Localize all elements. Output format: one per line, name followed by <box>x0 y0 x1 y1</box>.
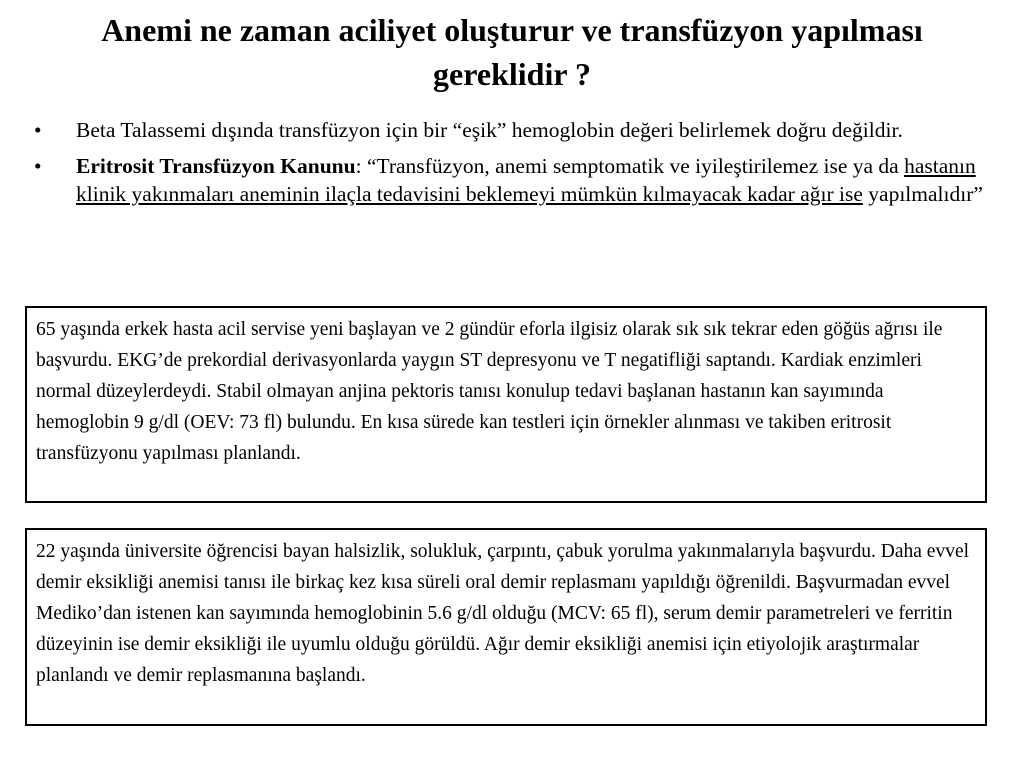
slide-title: Anemi ne zaman aciliyet oluşturur ve transfüzyon yapılması gereklidir ? <box>101 12 923 92</box>
bullet-item-transfusion-law <box>30 152 1005 208</box>
bullet-text-pre: : “Transfüzyon, anemi semptomatik ve iyileştirilemez ise ya da <box>355 154 905 178</box>
bullet-marker: • <box>34 154 42 178</box>
case-box-1: 65 yaşında erkek hasta acil servise yeni başlayan ve 2 gündür eforla ilgisiz olarak sık sık tekrar eden göğüs ağrısı ile başvurdu. EKG’de prekordial derivasyonlarda yaygın ST depresyonu ve T negatifliği saptandı. Kardiak enzimleri normal düzeylerdeydi. Stabil olmayan anjina pektoris tanısı konulup tedavi başlanan hastanın kan sayımında hemoglobin 9 g/dl (OEV: 73 fl) bulundu. En kısa sürede kan testleri için örnekler alınması ve takiben eritrosit transfüzyonu yapılması planlandı. <box>25 306 987 503</box>
bullet-underlined-text: hastanın klinik yakınmaları aneminin ilaçla tedavisini beklemeyi mümkün kılmayacak kadar ağır ise <box>76 154 976 206</box>
bullet-text: Beta Talassemi dışında transfüzyon için bir “eşik” hemoglobin değeri belirlemek doğru değildir. <box>76 118 903 142</box>
bullet-text-post: yapılmalıdır” <box>862 182 983 206</box>
bullet-item-threshold <box>30 116 1005 144</box>
bullet-bold-term: Eritrosit Transfüzyon Kanunu <box>76 154 356 178</box>
bullet-list <box>30 116 1005 216</box>
bullet-marker: • <box>34 118 42 142</box>
case-box-2: 22 yaşında üniversite öğrencisi bayan halsizlik, solukluk, çarpıntı, çabuk yorulma yakınmalarıyla başvurdu. Daha evvel demir eksikliği anemisi tanısı ile birkaç kez kısa süreli oral demir replasmanı yapıldığı öğrenildi. Başvurmadan evvel Mediko’dan istenen kan sayımında hemoglobinin 5.6 g/dl olduğu (MCV: 65 fl), serum demir parametreleri ve ferritin düzeyinin ise demir eksikliği ile uyumlu olduğu görüldü. Ağır demir eksikliği anemisi için etiyolojik araştırmalar planlandı ve demir replasmanına başlandı. <box>25 528 987 726</box>
